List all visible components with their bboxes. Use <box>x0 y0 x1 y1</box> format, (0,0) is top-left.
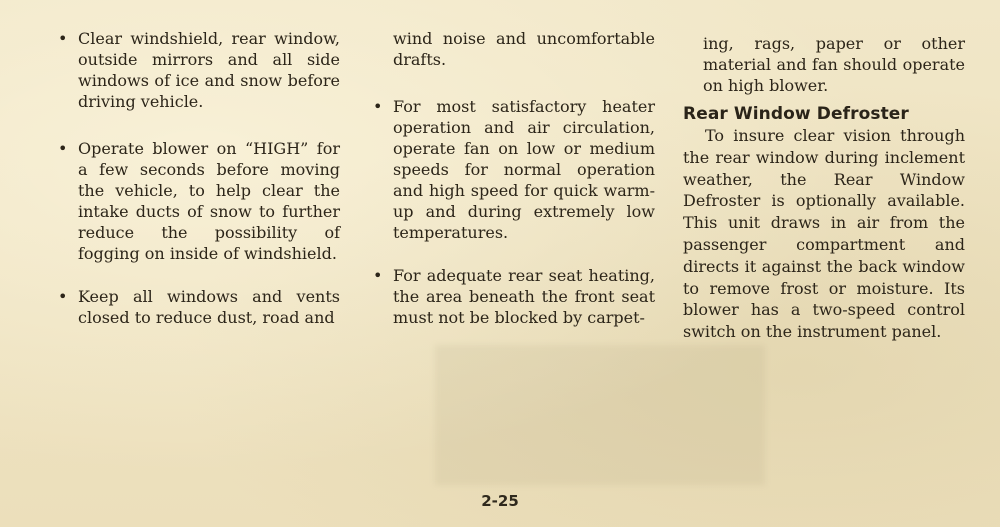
bullet-item <box>58 286 340 328</box>
bullet-item <box>373 265 655 328</box>
continuation-text: ing, rags, paper or other material and fan should operate on high blower. <box>703 34 965 95</box>
page-number: 2-25 <box>481 492 519 510</box>
bullet-item <box>58 138 340 264</box>
bullet-text: Operate blower on “HIGH” for a few seconds before moving the vehicle, to help clear the intake ducts of snow to further reduce the possibility of fogging on inside of windshield. <box>78 139 340 263</box>
bullet-dot-icon: • <box>58 29 68 48</box>
bullet-item <box>58 28 340 112</box>
bullet-dot-icon: • <box>58 139 68 158</box>
right-column <box>683 0 965 470</box>
middle-column <box>373 0 655 470</box>
bullet-text: Keep all windows and vents closed to reduce dust, road and <box>78 287 340 327</box>
bullet-dot-icon: • <box>373 97 383 116</box>
bullet-item <box>373 96 655 243</box>
bullet-dot-icon: • <box>58 287 68 306</box>
left-column <box>58 0 340 470</box>
bullet-text: For adequate rear seat heating, the area beneath the front seat must not be blocked by carpet- <box>393 266 655 327</box>
bullet-dot-icon: • <box>373 266 383 285</box>
continuation-text: wind noise and uncomfortable drafts. <box>393 29 655 69</box>
section-heading: Rear Window Defroster <box>683 104 909 124</box>
bullet-text: For most satisfactory heater operation and air circulation, operate fan on low or medium speeds for normal operation and high speed for quick warm-up and during extremely low temperatures. <box>393 97 655 242</box>
section-body: To insure clear vision through the rear window during inclement weather, the Rear Window Defroster is optionally available. This unit draws in air from the passenger compartment and directs it against the back window to remove frost or moisture. Its blower has a two-speed control switch on the instrument panel. <box>683 126 965 342</box>
bullet-text: Clear windshield, rear window, outside mirrors and all side windows of ice and snow before driving vehicle. <box>78 29 340 111</box>
